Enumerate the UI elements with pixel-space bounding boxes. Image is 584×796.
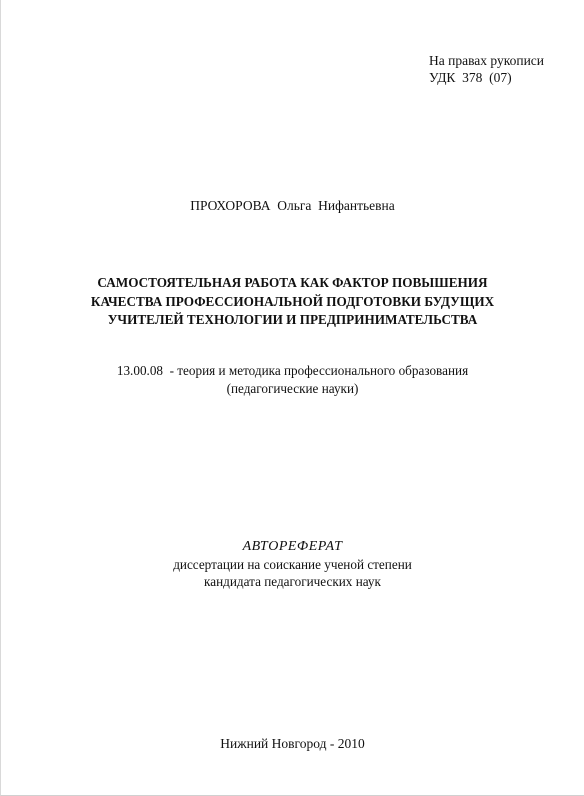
title-line: САМОСТОЯТЕЛЬНАЯ РАБОТА КАК ФАКТОР ПОВЫШЕНИЯ [97, 275, 488, 290]
abstract-line: диссертации на соискание ученой степени [173, 556, 412, 572]
specialty-code-line: 13.00.08 - теория и методика профессионального образования [116, 363, 469, 378]
abstract-heading: АВТОРЕФЕРАТ [242, 539, 343, 554]
dissertation-title [1, 274, 584, 330]
udc-code: УДК 378 (07) [429, 70, 512, 85]
rights-notice: На правах рукописи [429, 53, 545, 68]
specialty-block [1, 362, 584, 398]
author-name: ПРОХОРОВА Ольга Нифантьевна [190, 198, 395, 213]
abstract-line: кандидата педагогических наук [204, 574, 381, 589]
title-line: УЧИТЕЛЕЙ ТЕХНОЛОГИИ И ПРЕДПРИНИМАТЕЛЬСТВА [107, 312, 478, 327]
abstract-block [1, 538, 584, 591]
rights-block [429, 52, 544, 86]
science-field-line: (педагогические науки) [226, 381, 359, 396]
title-line: КАЧЕСТВА ПРОФЕССИОНАЛЬНОЙ ПОДГОТОВКИ БУДУЩИХ [90, 293, 495, 309]
city-year: Нижний Новгород - 2010 [220, 736, 365, 751]
